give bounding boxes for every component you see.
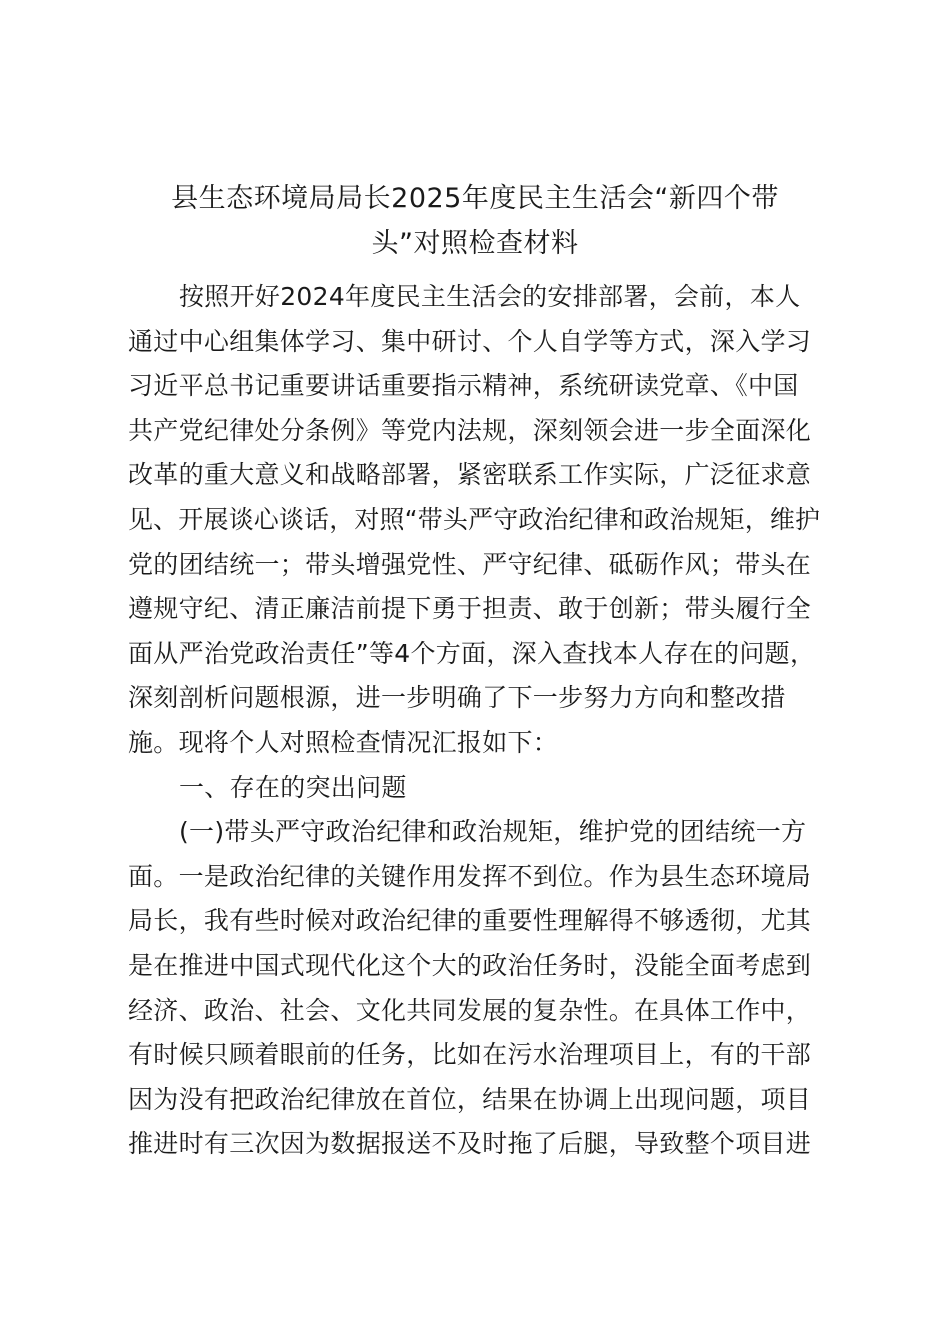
paragraph-line: 共产党纪律处分条例》等党内法规，深刻领会进一步全面深化 — [128, 415, 812, 445]
paragraph-line: 通过中心组集体学习、集中研讨、个人自学等方式，深入学习 — [128, 326, 812, 356]
section-heading: 一、存在的突出问题 — [179, 772, 407, 802]
paragraph-line: 因为没有把政治纪律放在首位，结果在协调上出现问题，项目 — [128, 1084, 812, 1114]
paragraph-line: 改革的重大意义和战略部署，紧密联系工作实际，广泛征求意 — [128, 460, 812, 490]
paragraph-line: 有时候只顾着眼前的任务，比如在污水治理项目上，有的干部 — [128, 1040, 812, 1070]
paragraph-line: 党的团结统一；带头增强党性、严守纪律、砥砺作风；带头在 — [128, 549, 812, 579]
paragraph-line: 遵规守纪、清正廉洁前提下勇于担责、敢于创新；带头履行全 — [128, 594, 812, 624]
paragraph-line: 习近平总书记重要讲话重要指示精神，系统研读党章、《中国 — [128, 371, 799, 401]
paragraph-line: 推进时有三次因为数据报送不及时拖了后腿，导致整个项目进 — [128, 1129, 812, 1159]
paragraph-line: 深刻剖析问题根源，进一步明确了下一步努力方向和整改措 — [128, 683, 786, 713]
document-page — [128, 176, 822, 1167]
paragraph-line: 是在推进中国式现代化这个大的政治任务时，没能全面考虑到 — [128, 950, 812, 980]
paragraph-line: 施。现将个人对照检查情况汇报如下： — [128, 727, 559, 757]
paragraph-line: 局长，我有些时候对政治纪律的重要性理解得不够透彻，尤其 — [128, 906, 812, 936]
paragraph-line: 按照开好2024年度民主生活会的安排部署，会前，本人 — [179, 282, 801, 311]
paragraph-line: 面从严治党政治责任”等4个方面，深入查找本人存在的问题， — [128, 638, 816, 668]
document-body — [128, 275, 822, 1167]
title-line: 县生态环境局局长2025年度民主生活会“新四个带 — [171, 183, 779, 214]
paragraph-line: 面。一是政治纪律的关键作用发挥不到位。作为县生态环境局 — [128, 861, 812, 891]
paragraph-line: (一)带头严守政治纪律和政治规矩，维护党的团结统一方 — [179, 817, 807, 847]
paragraph-line: 见、开展谈心谈话，对照“带头严守政治纪律和政治规矩，维护 — [128, 504, 821, 534]
paragraph-line: 经济、政治、社会、文化共同发展的复杂性。在具体工作中， — [128, 995, 812, 1025]
document-title — [128, 176, 822, 266]
title-line: 头”对照检查材料 — [371, 228, 579, 259]
